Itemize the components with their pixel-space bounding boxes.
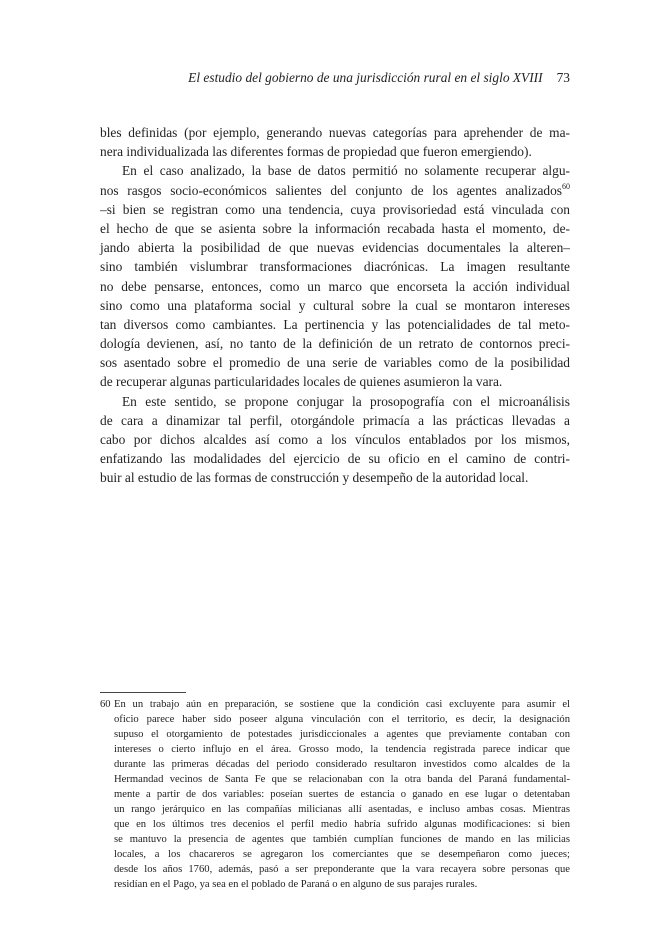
body-line <box>100 181 570 200</box>
footnote-line-text: En un trabajo aún en preparación, se sostiene que la condición casi excluyente para asumir el <box>114 699 570 710</box>
footnote-line: durante las primeras décadas del periodo considerado resultaron investidos como alcaldes de la <box>114 759 570 770</box>
body-line: En este sentido, se propone conjugar la prosopografía con el microanálisis <box>122 393 570 409</box>
running-head-title: El estudio del gobierno de una jurisdicción rural en el siglo XVIII <box>188 70 543 85</box>
body-line: buir al estudio de las formas de construcción y desempeño de la autoridad local. <box>100 470 529 486</box>
footnote-line <box>100 697 570 712</box>
running-head <box>100 70 570 86</box>
footnote-line: oficio parece haber sido poseer alguna vinculación con el territorio, es decir, la designación <box>114 714 570 725</box>
body-line: tan diversos como cambiantes. La pertinencia y las potencialidades de tal meto- <box>100 316 570 332</box>
footnote <box>100 697 570 892</box>
body-line: enfatizando las modalidades del ejercicio de su oficio en el camino de contri- <box>100 451 570 467</box>
footnote-line: que en los últimos tres decenios el perfil medio habría sufrido algunas modificaciones: si bien <box>114 819 570 830</box>
body-line: En el caso analizado, la base de datos permitió no solamente recuperar algu- <box>122 163 570 179</box>
body-line: de cara a dinamizar tal perfil, otorgándole primacía a las prácticas llevadas a <box>100 412 570 428</box>
body-line: no debe pensarse, entonces, como un marco que encorseta la acción individual <box>100 278 570 294</box>
body-line: –si bien se registran como una tendencia, cuya provisoriedad está vinculada con <box>100 201 570 217</box>
page-number: 73 <box>556 70 570 85</box>
body-line: el hecho de que se asienta sobre la información recabada hasta el momento, de- <box>100 220 570 236</box>
body-line: nera individualizada las diferentes formas de propiedad que fueron emergiendo). <box>100 144 532 160</box>
footnote-line: intereses o cierto influjo en el área. Grosso modo, la tendencia registrada parece indicar que <box>114 744 570 755</box>
footnote-line: mente a partir de dos variables: poseían suertes de estancia o ganado en ese lugar o detentaban <box>114 789 570 800</box>
footnote-line: Hermandad vecinos de Santa Fe que se relacionaban con la otra banda del Paraná fundamental- <box>114 774 570 785</box>
body-line: sos asentado sobre el promedio de una serie de variables como de la posibilidad <box>100 355 570 371</box>
footnote-number: 60 <box>100 699 111 710</box>
footnote-line: se mantuvo la presencia de agentes que también cumplían funciones de mando en las milicias <box>114 834 570 845</box>
footnote-line: un rango jerárquico en las compañías milicianas allí asentadas, e incluso ambas cosas. Mientras <box>114 804 570 815</box>
footnote-separator <box>100 692 186 693</box>
body-line: dología devienen, así, no tanto de la definición de un retrato de contornos preci- <box>100 336 570 352</box>
footnote-line: residían en el Pago, ya sea en el poblado de Paraná o en alguno de sus parajes rurales. <box>114 879 478 890</box>
footnote-reference: 60 <box>562 181 570 191</box>
body-line: bles definidas (por ejemplo, generando nuevas categorías para aprehender de ma- <box>100 125 570 140</box>
footnote-line: desde los años 1760, además, pasó a ser preponderante que la vara recayera sobre personas que <box>114 864 570 875</box>
body-text <box>100 123 570 488</box>
body-line-text: nos rasgos socio-económicos salientes del conjunto de los agentes analizados <box>100 182 562 198</box>
body-line: jando abierta la posibilidad de que nuevas evidencias documentales la alteren– <box>100 240 570 256</box>
body-line: sino como una plataforma social y cultural sobre la cual se montaron intereses <box>100 297 570 313</box>
footnote-line: locales, a los chacareros se agregaron los comerciantes que se desempeñaron como jueces; <box>114 849 570 860</box>
body-line: cabo por dichos alcaldes así como a los vínculos entablados por los mismos, <box>100 432 570 447</box>
body-line: de recuperar algunas particularidades locales de quienes asumieron la vara. <box>100 374 503 390</box>
body-line: sino también vislumbrar transformaciones diacrónicas. La imagen resultante <box>100 259 570 275</box>
footnote-line: supuso el otorgamiento de potestades jurisdiccionales a agentes que previamente contaban con <box>114 729 570 740</box>
